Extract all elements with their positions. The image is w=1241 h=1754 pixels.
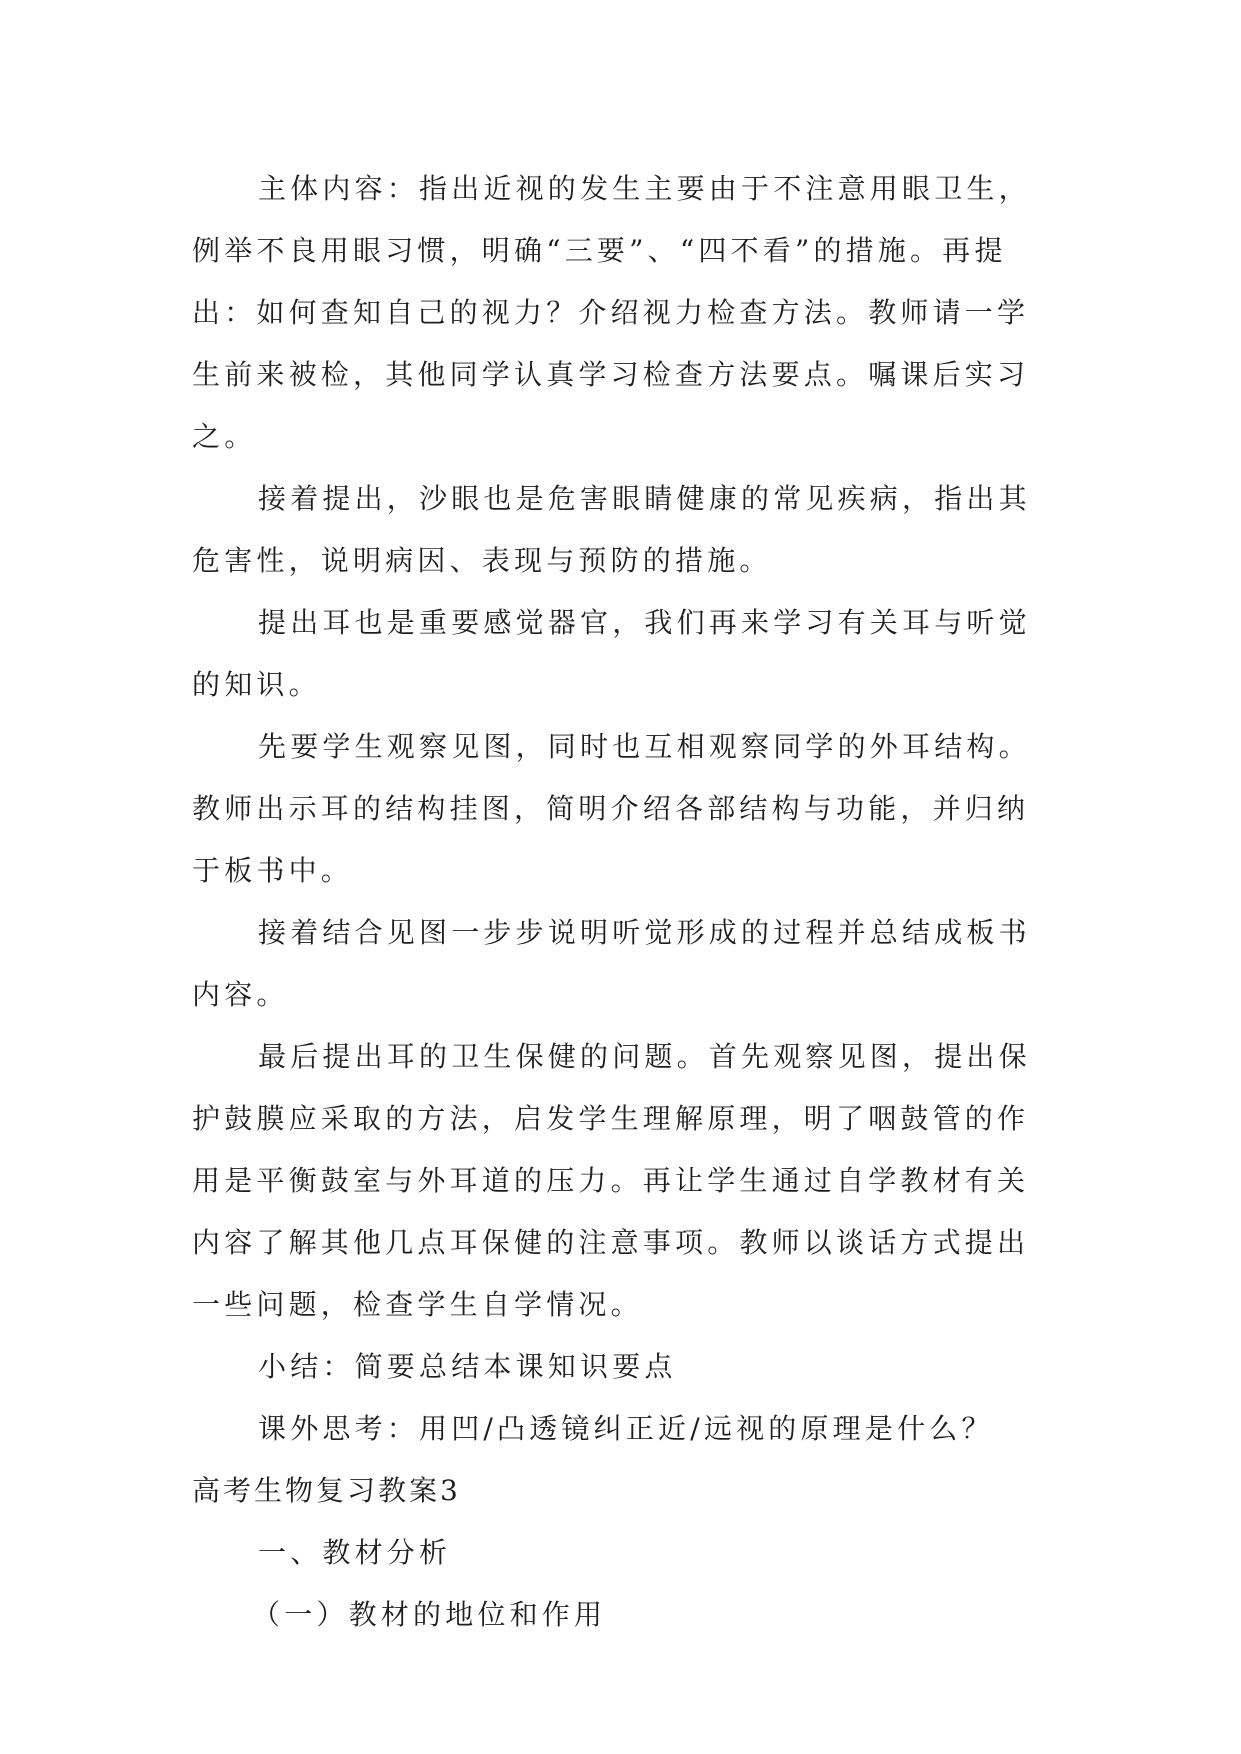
paragraph-after-class-question: 课外思考：用凹/凸透镜纠正近/远视的原理是什么？ <box>258 1412 994 1445</box>
section-title: 高考生物复习教案3 <box>192 1474 461 1507</box>
paragraph-ear-hygiene: 最后提出耳的卫生保健的问题。首先观察见图，提出保护鼓膜应采取的方法，启发学生理解原理，明了咽鼓管的作用是平衡鼓室与外耳道的压力。再让学生通过自学教材有关内容了解其他几点耳保健的注意事项。教师以谈话方式提出一些问题，检查学生自学情况。 <box>192 1040 1031 1321</box>
paragraph-summary: 小结：简要总结本课知识要点 <box>258 1350 677 1383</box>
paragraph-ear-structure: 先要学生观察见图，同时也互相观察同学的外耳结构。教师出示耳的结构挂图，简明介绍各部结构与功能，并归纳于板书中。 <box>192 730 1031 887</box>
subheading-status-and-role: （一）教材的地位和作用 <box>252 1598 607 1631</box>
subheading-textbook-analysis: 一、教材分析 <box>258 1536 452 1569</box>
paragraph-hearing-process: 接着结合见图一步步说明听觉形成的过程并总结成板书内容。 <box>192 916 1031 1011</box>
paragraph-trachoma: 接着提出，沙眼也是危害眼睛健康的常见疾病，指出其危害性，说明病因、表现与预防的措施。 <box>192 482 1031 577</box>
paragraph-main-content: 主体内容：指出近视的发生主要由于不注意用眼卫生，例举不良用眼习惯，明确“三要”、“四不看”的措施。再提出：如何查知自己的视力？介绍视力检查方法。教师请一学生前来被检，其他同学认真学习检查方法要点。嘱课后实习之。 <box>192 172 1031 453</box>
document-body <box>192 158 1052 1646</box>
paragraph-ear-intro: 提出耳也是重要感觉器官，我们再来学习有关耳与听觉的知识。 <box>192 606 1031 701</box>
